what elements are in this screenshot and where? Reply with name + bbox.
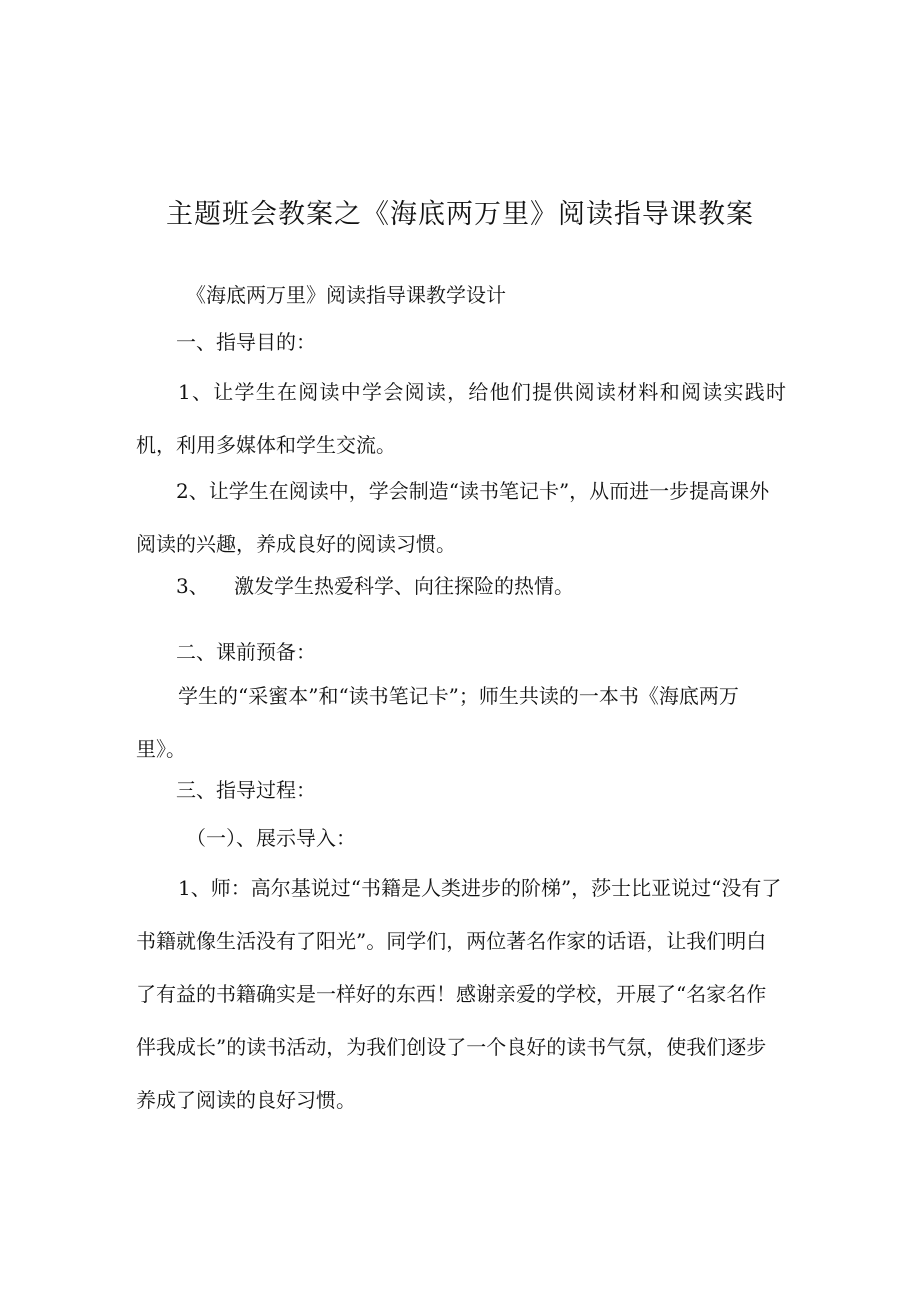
section-heading-process: 三、指导过程： bbox=[176, 778, 316, 802]
document-subtitle: 《海底两万里》阅读指导课教学设计 bbox=[186, 283, 506, 307]
objective-item-3-number: 3、 bbox=[176, 574, 209, 598]
objective-item-2: 2、让学生在阅读中，学会制造“读书笔记卡”，从而进一步提高课外阅读的兴趣，养成良好的阅读习惯。 bbox=[136, 479, 770, 556]
section-heading-preparation: 二、课前预备： bbox=[176, 640, 316, 664]
objective-item-1: 1、让学生在阅读中学会阅读，给他们提供阅读材料和阅读实践时机，利用多媒体和学生交流。 bbox=[136, 380, 786, 457]
document-title: 主题班会教案之《海底两万里》阅读指导课教案 bbox=[166, 199, 754, 230]
objective-item-3 bbox=[176, 572, 574, 600]
process-subheading-intro: （一）、展示导入： bbox=[186, 826, 356, 850]
objective-item-3-text: 激发学生热爱科学、向往探险的热情。 bbox=[234, 574, 574, 598]
preparation-body: 学生的“采蜜本”和“读书笔记卡”；师生共读的一本书《海底两万里》。 bbox=[136, 684, 739, 761]
process-paragraph-1: 1、师：高尔基说过“书籍是人类进步的阶梯”，莎士比亚说过“没有了书籍就像生活没有了阳光”。同学们，两位著名作家的话语，让我们明白了有益的书籍确实是一样好的东西！感谢亲爱的学校，开展了“名家名作伴我成长”的读书活动，为我们创设了一个良好的读书气氛，使我们逐步养成了阅读的良好习惯。 bbox=[136, 876, 782, 1112]
section-heading-objectives: 一、指导目的： bbox=[176, 330, 316, 354]
